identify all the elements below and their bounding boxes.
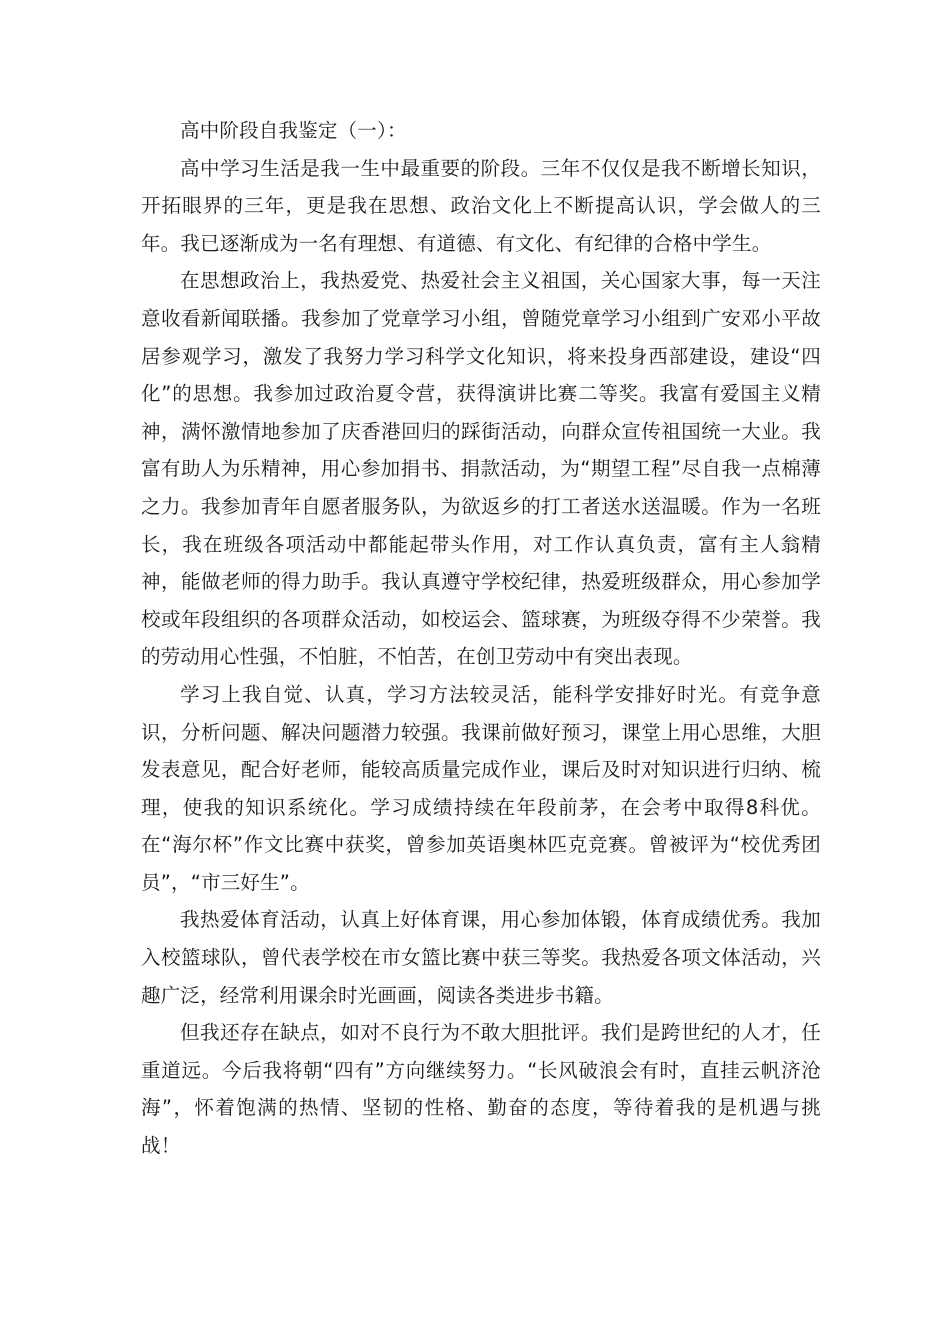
paragraph-sports: 我热爱体育活动，认真上好体育课，用心参加体锻，体育成绩优秀。我加入校篮球队，曾代表学校在市女篮比赛中获三等奖。我热爱各项文体活动，兴趣广泛，经常利用课余时光画画，阅读各类进步书籍。	[141, 908, 821, 1007]
document-title: 高中阶段自我鉴定（一）：	[180, 119, 407, 142]
paragraph-intro: 高中学习生活是我一生中最重要的阶段。三年不仅仅是我不断增长知识，开拓眼界的三年，更是我在思想、政治文化上不断提高认识，学会做人的三年。我已逐渐成为一名有理想、有道德、有文化、有纪律的合格中学生。	[141, 156, 821, 255]
document-body	[141, 112, 821, 1165]
paragraph-study: 学习上我自觉、认真，学习方法较灵活，能科学安排好时光。有竞争意识，分析问题、解决问题潜力较强。我课前做好预习，课堂上用心思维，大胆发表意见，配合好老师，能较高质量完成作业，课后及时对知识进行归纳、梳理，使我的知识系统化。学习成绩持续在年段前茅，在会考中取得8科优。在“海尔杯”作文比赛中获奖，曾参加英语奥林匹克竞赛。曾被评为“校优秀团员”，“市三好生”。	[141, 682, 821, 894]
paragraph-conclusion: 但我还存在缺点，如对不良行为不敢大胆批评。我们是跨世纪的人才，任重道远。今后我将朝“四有”方向继续努力。“长风破浪会有时，直挂云帆济沧海”，怀着饱满的热情、坚韧的性格、勤奋的态度，等待着我的是机遇与挑战！	[141, 1021, 821, 1158]
paragraph-politics: 在思想政治上，我热爱党、热爱社会主义祖国，关心国家大事，每一天注意收看新闻联播。我参加了党章学习小组，曾随党章学习小组到广安邓小平故居参观学习，激发了我努力学习科学文化知识，将来投身西部建设，建设“四化”的思想。我参加过政治夏令营，获得演讲比赛二等奖。我富有爱国主义精神，满怀激情地参加了庆香港回归的踩街活动，向群众宣传祖国统一大业。我富有助人为乐精神，用心参加捐书、捐款活动，为“期望工程”尽自我一点棉薄之力。我参加青年自愿者服务队，为欲返乡的打工者送水送温暖。作为一名班长，我在班级各项活动中都能起带头作用，对工作认真负责，富有主人翁精神，能做老师的得力助手。我认真遵守学校纪律，热爱班级群众，用心参加学校或年段组织的各项群众活动，如校运会、篮球赛，为班级夺得不少荣誉。我的劳动用心性强，不怕脏，不怕苦，在创卫劳动中有突出表现。	[141, 269, 821, 669]
